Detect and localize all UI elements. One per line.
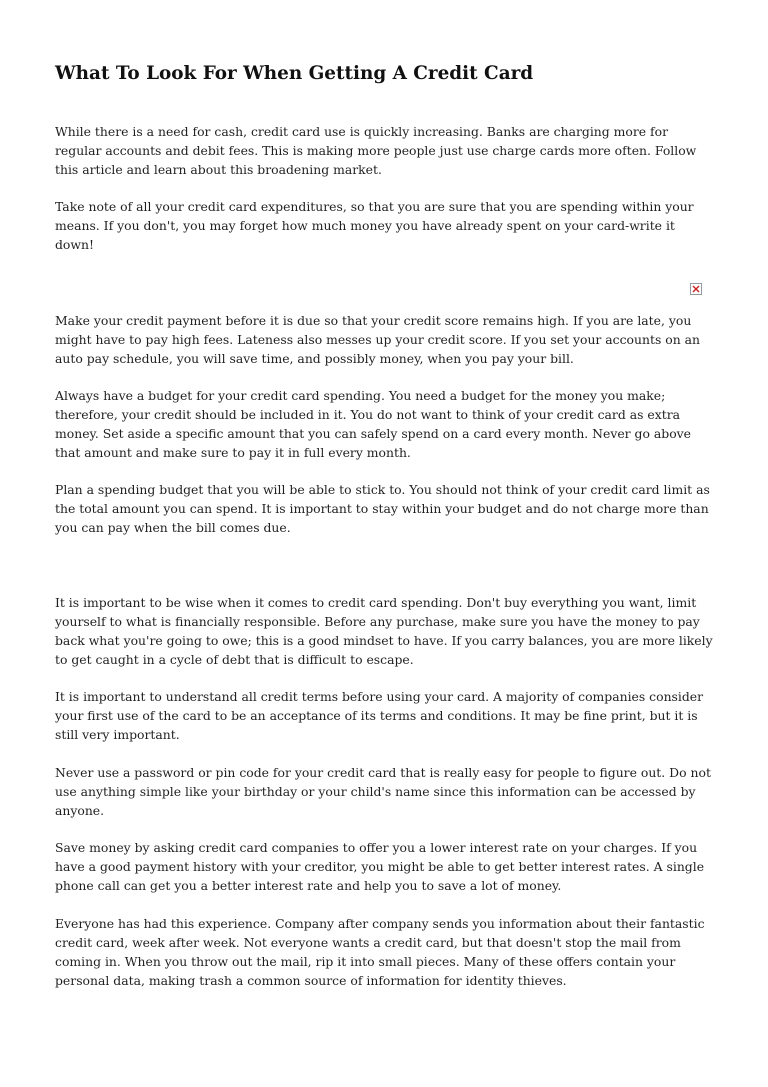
- paragraph-3: Make your credit payment before it is due so that your credit score remains high. If you are late, you might have to pay high fees. Lateness also messes up your credit score. If you set your accounts on an auto pay schedule, you will save time, and possibly money, when you pay your bill.: [55, 313, 700, 366]
- paragraph-5: Plan a spending budget that you will be able to stick to. You should not think of your credit card limit as the total amount you can spend. It is important to stay within your budget and do not charge more than you can pay when the bill comes due.: [55, 482, 710, 535]
- paragraph-4: Always have a budget for your credit card spending. You need a budget for the money you make; therefore, your credit should be included in it. You do not want to think of your credit card as extra money. Set aside a specific amount that you can safely spend on a card every month. Never go above that amount and make sure to pay it in full every month.: [55, 388, 691, 460]
- paragraph-10: Everyone has had this experience. Company after company sends you information about their fantastic credit card, week after week. Not everyone wants a credit card, but that doesn't stop the mail from coming in. When you throw out the mail, rip it into small pieces. Many of these offers contain your personal data, making trash a common source of information for identity thieves.: [55, 916, 705, 988]
- paragraph-9: Save money by asking credit card companies to offer you a lower interest rate on your charges. If you have a good payment history with your creditor, you might be able to get better interest rates. A single phone call can get you a better interest rate and help you to save a lot of money.: [55, 840, 705, 893]
- paragraph-6: It is important to be wise when it comes to credit card spending. Don't buy everything you want, limit yourself to what is financially responsible. Before any purchase, make sure you have the money to pay back what you're going to owe; this is a good mindset to have. If you carry balances, you are more likely to get caught in a cycle of debt that is difficult to escape.: [55, 595, 713, 667]
- broken-image-icon: [690, 283, 702, 295]
- paragraph-2: Take note of all your credit card expenditures, so that you are sure that you are spending within your means. If you don't, you may forget how much money you have already spent on your card-write it down!: [55, 199, 694, 252]
- paragraph-7: It is important to understand all credit terms before using your card. A majority of companies consider your first use of the card to be an acceptance of its terms and conditions. It may be fine print, but it is still very important.: [55, 689, 704, 742]
- article-title: What To Look For When Getting A Credit Card: [55, 63, 534, 84]
- paragraph-1: While there is a need for cash, credit card use is quickly increasing. Banks are charging more for regular accounts and debit fees. This is making more people just use charge cards more often. Follow this article and learn about this broadening market.: [55, 124, 697, 177]
- broken-image-x-icon: [692, 285, 700, 293]
- paragraph-8: Never use a password or pin code for your credit card that is really easy for people to figure out. Do not use anything simple like your birthday or your child's name since this information can be accessed by anyone.: [55, 765, 711, 818]
